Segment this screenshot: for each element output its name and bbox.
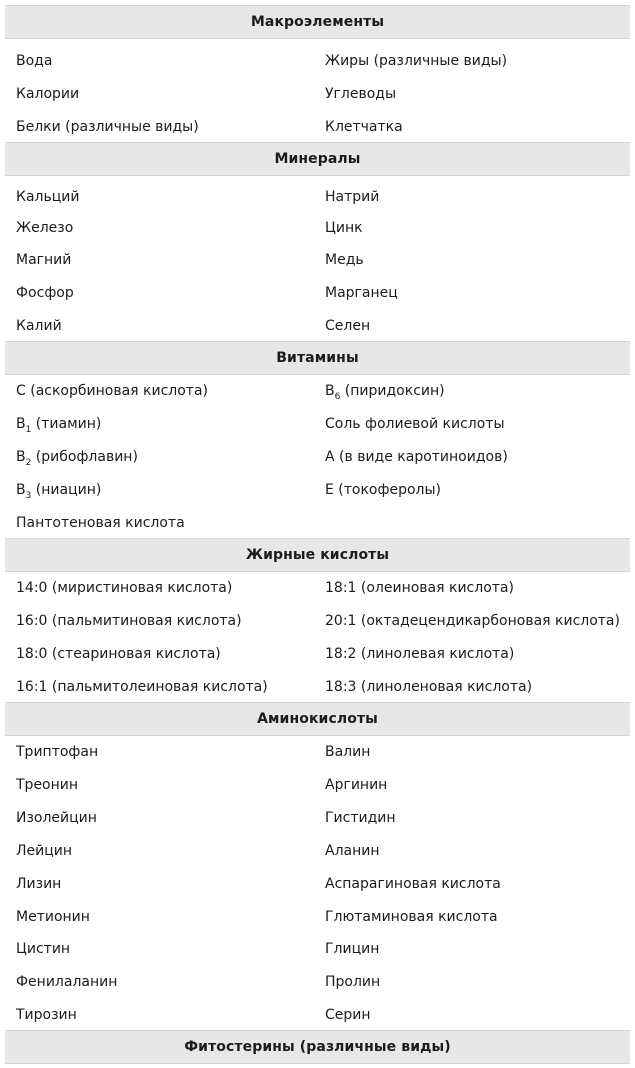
table-cell: Клетчатка xyxy=(325,119,403,135)
table-cell: 20:1 (октадецендикарбоновая кислота) xyxy=(325,613,620,629)
table-cell xyxy=(16,415,101,433)
table-cell: Пролин xyxy=(325,974,381,990)
table-cell: Белки (различные виды) xyxy=(16,119,199,135)
table-cell: Цистин xyxy=(16,941,71,957)
table-cell: 18:2 (линолевая кислота) xyxy=(325,646,515,662)
table-cell: 18:3 (линоленовая кислота) xyxy=(325,679,533,695)
vitamin-letter: B xyxy=(16,449,26,465)
table-cell: Серин xyxy=(325,1007,371,1023)
table-cell: Глютаминовая кислота xyxy=(325,909,498,925)
vitamin-subscript: 2 xyxy=(25,458,32,468)
table-cell: Метионин xyxy=(16,909,90,925)
section-header-minerals: Минералы xyxy=(5,142,630,176)
section-header-amino-acids: Аминокислоты xyxy=(5,702,630,736)
table-cell: Калий xyxy=(16,318,62,334)
table-cell: A (в виде каротиноидов) xyxy=(325,449,508,465)
table-cell: Магний xyxy=(16,252,72,268)
table-cell: Калории xyxy=(16,86,80,102)
vitamin-name: (рибофлавин) xyxy=(31,449,138,465)
table-cell: E (токоферолы) xyxy=(325,482,441,498)
table-cell: Углеводы xyxy=(325,86,396,102)
vitamin-letter: B xyxy=(16,482,26,498)
table-cell: Лизин xyxy=(16,876,62,892)
table-cell: C (аскорбиновая кислота) xyxy=(16,383,208,399)
table-cell: Изолейцин xyxy=(16,810,97,826)
vitamin-name: (пиридоксин) xyxy=(340,383,445,399)
table-cell: Аланин xyxy=(325,843,380,859)
table-cell: Лейцин xyxy=(16,843,73,859)
table-cell: Тирозин xyxy=(16,1007,77,1023)
table-cell: 16:0 (пальмитиновая кислота) xyxy=(16,613,242,629)
vitamin-name: (ниацин) xyxy=(31,482,102,498)
vitamin-letter: B xyxy=(16,416,26,432)
vitamin-subscript: 6 xyxy=(334,392,341,402)
table-cell: Кальций xyxy=(16,189,80,205)
table-cell: Триптофан xyxy=(16,744,99,760)
table-cell: Фосфор xyxy=(16,285,74,301)
table-cell: Фенилаланин xyxy=(16,974,118,990)
table-cell: Натрий xyxy=(325,189,380,205)
section-header-vitamins: Витамины xyxy=(5,341,630,375)
table-cell: Валин xyxy=(325,744,371,760)
table-cell xyxy=(325,382,445,400)
section-header-fatty-acids: Жирные кислоты xyxy=(5,538,630,572)
table-cell: Вода xyxy=(16,53,53,69)
section-header-macro: Макроэлементы xyxy=(5,5,630,39)
table-cell: 14:0 (миристиновая кислота) xyxy=(16,580,233,596)
table-cell: Марганец xyxy=(325,285,398,301)
table-cell: Медь xyxy=(325,252,364,268)
table-cell: 18:1 (олеиновая кислота) xyxy=(325,580,514,596)
vitamin-letter: B xyxy=(325,383,335,399)
table-cell: Треонин xyxy=(16,777,79,793)
table-cell: 16:1 (пальмитолеиновая кислота) xyxy=(16,679,268,695)
vitamin-name: (тиамин) xyxy=(31,416,102,432)
table-cell xyxy=(16,481,101,499)
section-header-phytosterols: Фитостерины (различные виды) xyxy=(5,1030,630,1064)
table-cell: Пантотеновая кислота xyxy=(16,515,185,531)
table-cell: Соль фолиевой кислоты xyxy=(325,416,505,432)
table-cell xyxy=(16,448,138,466)
table-cell: Гистидин xyxy=(325,810,396,826)
table-cell: Селен xyxy=(325,318,371,334)
table-cell: Жиры (различные виды) xyxy=(325,53,508,69)
table-cell: 18:0 (стеариновая кислота) xyxy=(16,646,221,662)
vitamin-subscript: 1 xyxy=(25,425,32,435)
table-cell: Аргинин xyxy=(325,777,388,793)
table-cell: Железо xyxy=(16,220,74,236)
table-cell: Аспарагиновая кислота xyxy=(325,876,501,892)
table-cell: Глицин xyxy=(325,941,380,957)
table-cell: Цинк xyxy=(325,220,363,236)
vitamin-subscript: 3 xyxy=(25,491,32,501)
